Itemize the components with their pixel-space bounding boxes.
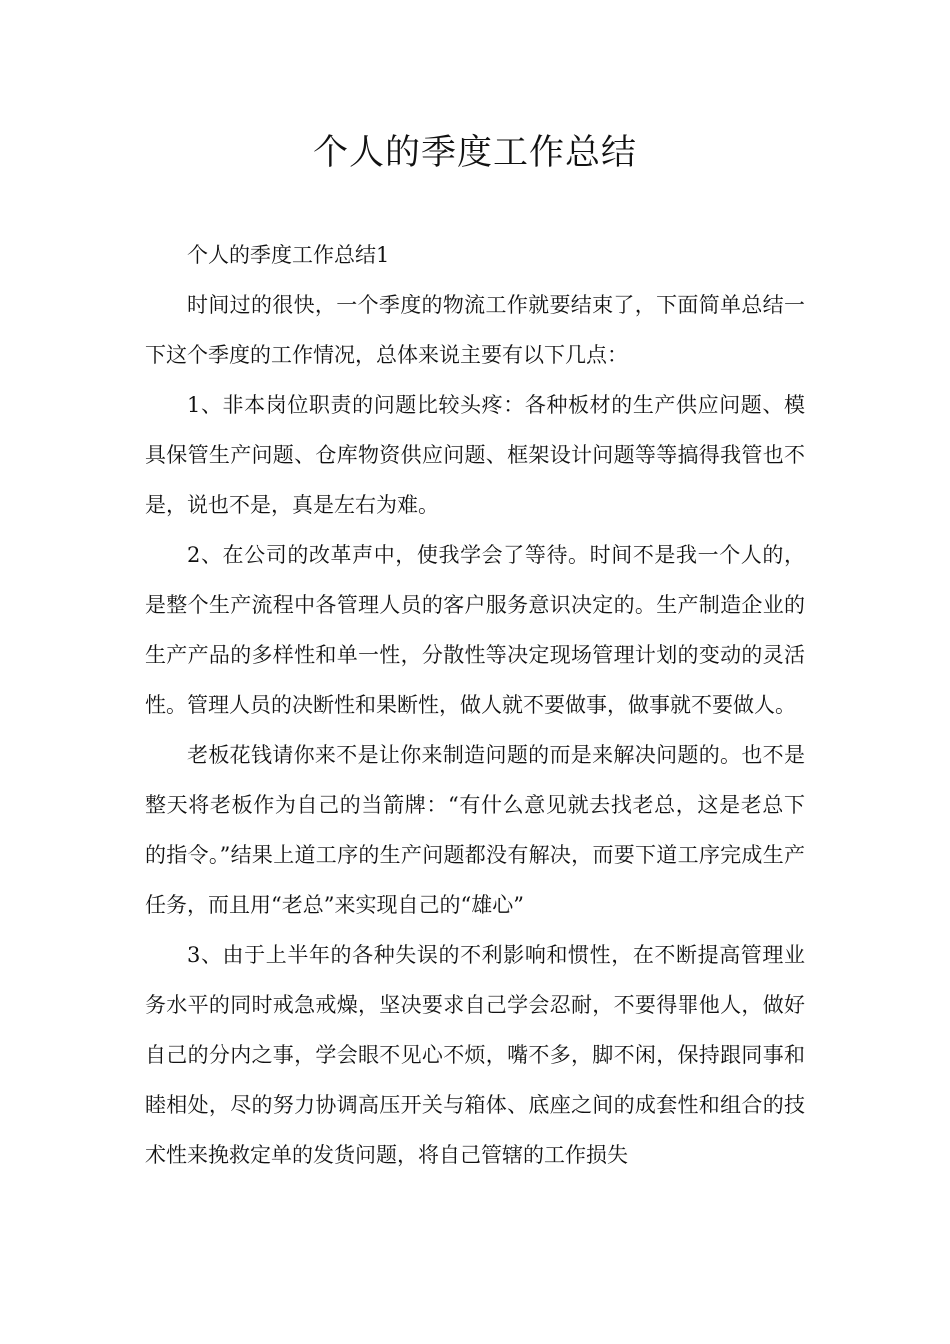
point-2-paragraph: 2、在公司的改革声中，使我学会了等待。时间不是我一个人的，是整个生产流程中各管理人员的客户服务意识决定的。生产制造企业的生产产品的多样性和单一性，分散性等决定现场管理计划的变动的灵活性。管理人员的决断性和果断性，做人就不要做事，做事就不要做人。 [145,543,805,717]
boss-paragraph: 老板花钱请你来不是让你来制造问题的而是来解决问题的。也不是整天将老板作为自己的当箭牌：“有什么意见就去找老总，这是老总下的指令。”结果上道工序的生产问题都没有解决，而要下道工序完成生产任务，而且用“老总”来实现自己的“雄心” [145,743,805,917]
intro-paragraph: 时间过的很快，一个季度的物流工作就要结束了，下面简单总结一下这个季度的工作情况，总体来说主要有以下几点： [145,293,805,367]
point-3-paragraph: 3、由于上半年的各种失误的不利影响和惯性，在不断提高管理业务水平的同时戒急戒燥，坚决要求自己学会忍耐，不要得罪他人，做好自己的分内之事，学会眼不见心不烦，嘴不多，脚不闲，保持跟同事和睦相处，尽的努力协调高压开关与箱体、底座之间的成套性和组合的技术性来挽救定单的发货问题，将自己管辖的工作损失 [145,943,805,1167]
document-title: 个人的季度工作总结 [312,133,637,173]
document-body [145,230,805,1180]
point-1-paragraph: 1、非本岗位职责的问题比较头疼：各种板材的生产供应问题、模具保管生产问题、仓库物资供应问题、框架设计问题等等搞得我管也不是，说也不是，真是左右为难。 [145,393,805,517]
subtitle-paragraph: 个人的季度工作总结1 [187,243,390,267]
